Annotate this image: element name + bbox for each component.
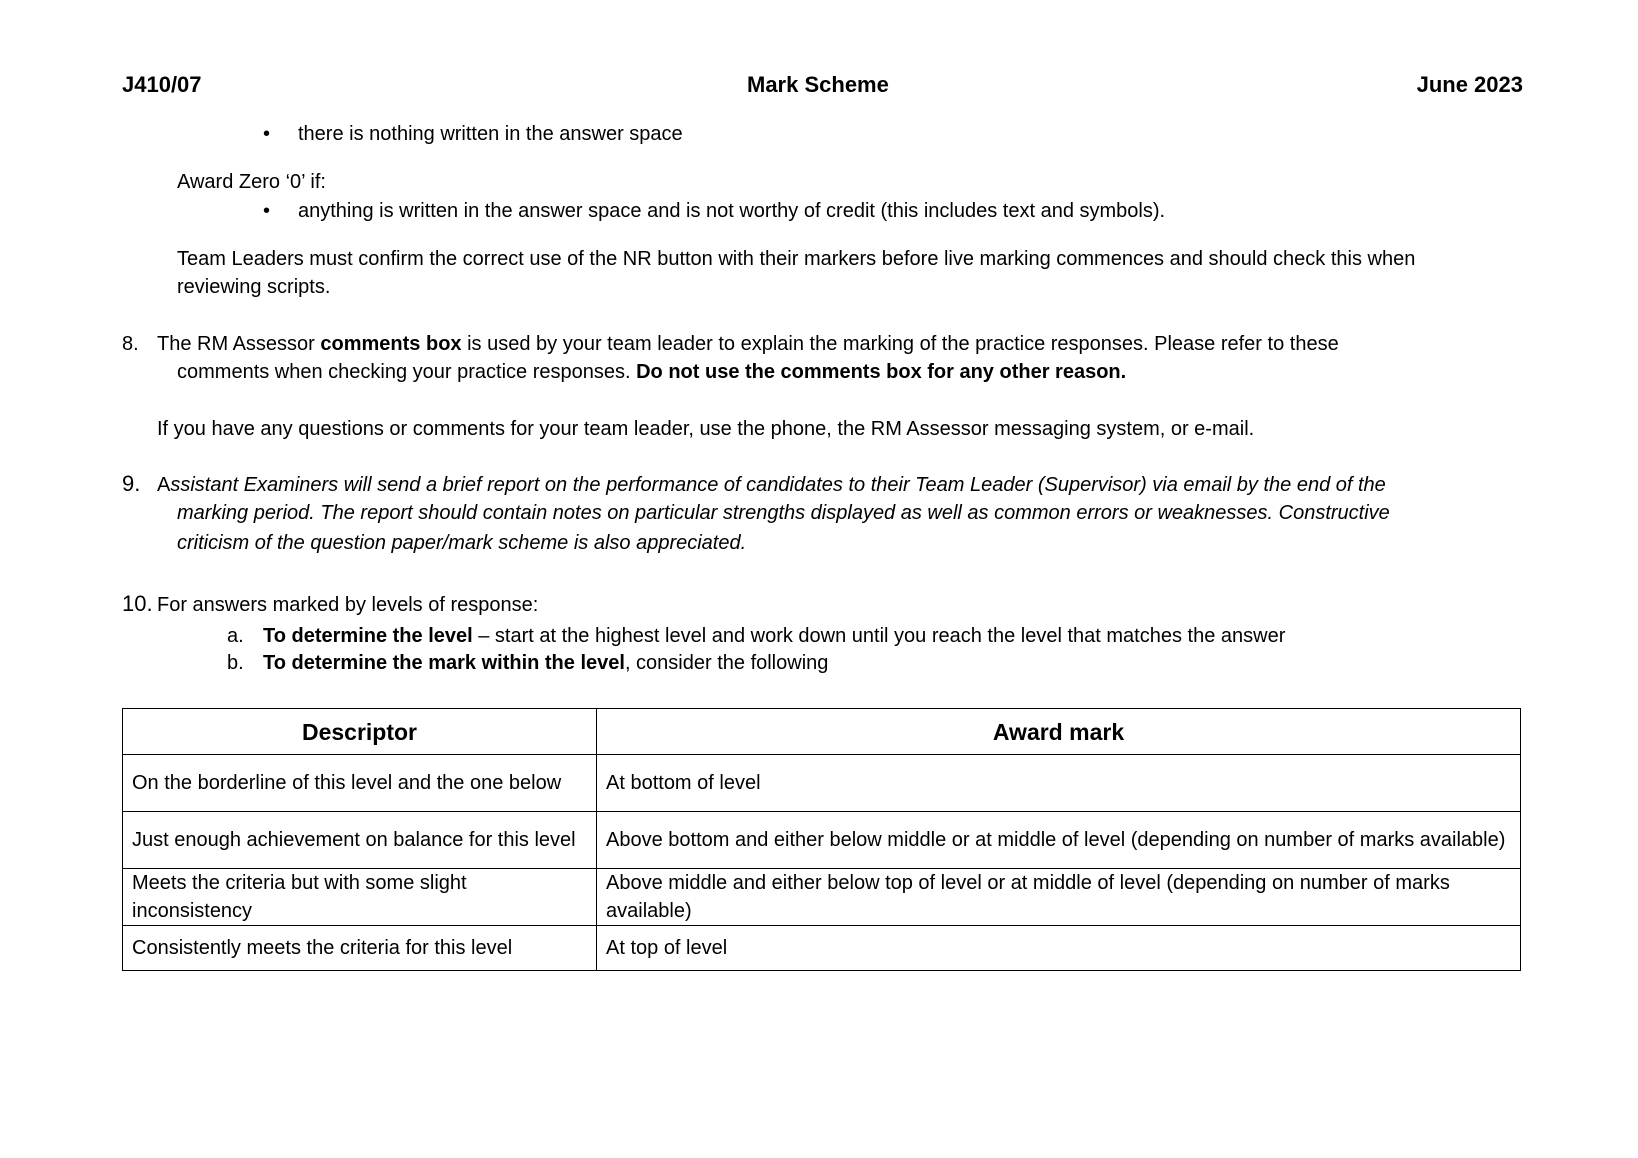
descriptor-header: Descriptor [123,709,597,755]
descriptor-cell: Meets the criteria but with some slight inconsistency [123,869,597,926]
descriptor-cell: On the borderline of this level and the one below [123,755,597,812]
item-10b-text [263,649,828,677]
item-8-bold: Do not use the comments box for any other reason. [636,361,1127,383]
award-mark-cell: At top of level [597,926,1521,971]
item-9-first-letter: A [157,474,171,496]
item-8-number: 8. [122,333,139,355]
item-8-text: is used by your team leader to explain the marking of the practice responses. Please refer to these [461,333,1339,355]
bullet-marker: • [263,200,271,222]
item-10a-label: a. [227,625,244,647]
team-leaders-line2: reviewing scripts. [177,276,331,298]
item-8-text: comments when checking your practice responses. [177,361,637,383]
award-zero-bullet-text: anything is written in the answer space and is not worthy of credit (this includes text and symbols). [298,200,1166,222]
table-row [123,869,1521,926]
table-header-row [123,709,1521,755]
descriptor-table [122,708,1521,971]
item-10-intro: For answers marked by levels of response: [157,594,539,616]
paper-code: J410/07 [122,72,202,97]
item-9-line3: criticism of the question paper/mark scheme is also appreciated. [177,532,747,554]
award-mark-cell: Above middle and either below top of level or at middle of level (depending on number of marks available) [597,869,1521,926]
item-8-line2 [177,358,1126,386]
item-10b-bold: To determine the mark within the level [263,652,625,674]
item-9-line2: marking period. The report should contain notes on particular strengths displayed as well as common errors or weaknesses. Constructive [177,502,1390,524]
descriptor-cell: Just enough achievement on balance for this level [123,812,597,869]
item-10a-bold: To determine the level [263,625,473,647]
award-zero-label: Award Zero ‘0’ if: [177,171,326,193]
item-10b-label: b. [227,652,244,674]
item-8-followup: If you have any questions or comments for your team leader, use the phone, the RM Assessor messaging system, or e-mail. [157,418,1255,440]
item-10a-text [263,622,1285,650]
award-mark-header: Award mark [597,709,1521,755]
item-10a-rest: – start at the highest level and work down until you reach the level that matches the answer [472,625,1286,647]
item-8-bold: comments box [320,333,462,355]
item-9-number: 9. [122,471,141,496]
table-row [123,812,1521,869]
team-leaders-line1: Team Leaders must confirm the correct use of the NR button with their markers before live marking commences and should check this when [177,248,1416,270]
item-8-text: The RM Assessor [157,333,321,355]
award-mark-cell: Above bottom and either below middle or at middle of level (depending on number of marks available) [597,812,1521,869]
descriptor-cell: Consistently meets the criteria for this level [123,926,597,971]
table-row [123,755,1521,812]
exam-date: June 2023 [1416,72,1523,97]
item-10b-rest: , consider the following [624,652,829,674]
page-title: Mark Scheme [747,72,889,97]
table-row [123,926,1521,971]
bullet-marker: • [263,123,271,145]
item-10-number: 10. [122,591,153,616]
award-mark-cell: At bottom of level [597,755,1521,812]
item-8-line1 [157,330,1339,358]
item-9-text: ssistant Examiners will send a brief report on the performance of candidates to their Team Leader (Supervisor) via email by the end of the [170,474,1386,496]
nr-bullet-text: there is nothing written in the answer space [298,123,683,145]
item-9-line1 [157,471,1386,499]
